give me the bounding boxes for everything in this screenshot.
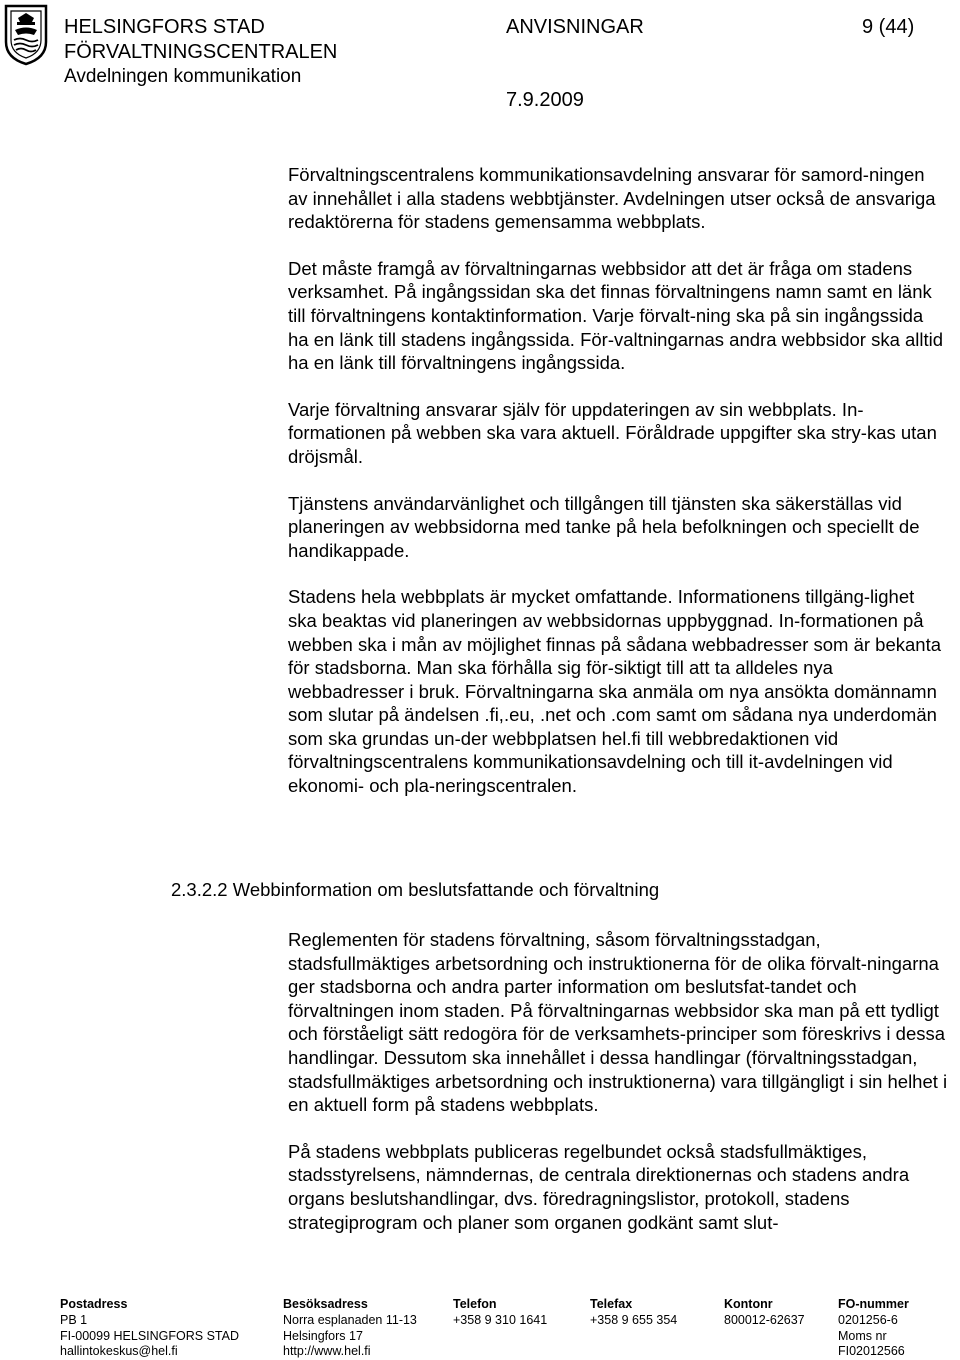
page-number: 9 (44)	[862, 16, 915, 38]
paragraph: Varje förvaltning ansvarar själv för uppdateringen av sin webbplats. In-formationen på webben ska vara aktuell. Föråldrade uppgifter ska stry-kas utan dröjsmål.	[288, 398, 937, 467]
footer-value: Helsingfors 17	[283, 1328, 363, 1343]
paragraph: På stadens webbplats publiceras regelbundet också stadsfullmäktiges, stadsstyrelsens, nämndernas, de centrala direktionernas och stadens andra organs beslutshandlingar, dvs. föredragningslistor, protokoll, stadens strategiprogram och planer som organen godkänt samt slut-	[288, 1140, 910, 1233]
footer-besoksadress	[283, 1297, 417, 1360]
footer-website-link[interactable]: http://www.hel.fi	[283, 1344, 371, 1359]
footer-value: +358 9 310 1641	[453, 1312, 548, 1327]
footer-email-link[interactable]: hallintokeskus@hel.fi	[60, 1344, 178, 1359]
footer-value: +358 9 655 354	[590, 1312, 678, 1327]
helsinki-crest-icon	[4, 4, 48, 66]
footer-label: Telefon	[453, 1297, 497, 1311]
footer-postadress	[60, 1297, 239, 1360]
paragraph: Stadens hela webbplats är mycket omfattande. Informationens tillgäng-lighet ska beaktas vid planeringen av webbsidornas uppbyggnad. In-formationen på webben ska i mån av möjlighet finnas på sådana webbadresser som är bekanta för stadsborna. Man ska förhålla sig för-siktigt till att ta alldeles nya webbadresser i bruk. Förvaltningarna ska anmäla om nya ansökta domännamn som slutar på ändelsen .fi,.eu, .net och .com samt om sådana nya underdomän som ska grundas un-der webbplatsen hel.fi till webbredaktionen vid förvaltningscentralens kommunikationsavdelning och till it-avdelningen vid ekonomi- och pla-neringscentralen.	[288, 586, 942, 797]
footer-value: 0201256-6	[838, 1312, 898, 1327]
footer-value: 800012-62637	[724, 1312, 805, 1327]
footer-label: Telefax	[590, 1297, 633, 1311]
footer-value: FI-00099 HELSINGFORS STAD	[60, 1328, 239, 1343]
footer-value: PB 1	[60, 1312, 88, 1327]
footer-telefon	[453, 1297, 547, 1329]
paragraph: Tjänstens användarvänlighet och tillgången till tjänsten ska säkerställas vid planeringen av webbsidorna med tanke på hela befolkningen och speciellt de handikappade.	[288, 492, 920, 561]
organization-name: HELSINGFORS STAD	[64, 16, 265, 38]
footer-label: Postadress	[60, 1297, 128, 1311]
document-type: ANVISNINGAR	[506, 16, 644, 38]
footer-value: FI02012566	[838, 1344, 905, 1359]
paragraph: Reglementen för stadens förvaltning, såsom förvaltningsstadgan, stadsfullmäktiges arbetsordning och instruktionerna för de olika förvalt-ningarna ger stadsborna och andra parter information om beslutsfat-tandet och förvaltningen inom staden. På förvaltningarnas webbsidor ska man på ett tydligt och förståeligt sätt redogöra för de verksamhets-principer som föreskrivs i dessa handlingar. Dessutom ska innehållet i dessa handlingar (förvaltningsstadgan, stadsfullmäktiges arbetsordning och instruktionerna) vara tillgängligt i sin helhet i en aktuell form på stadens webbplats.	[288, 929, 948, 1116]
paragraph: Det måste framgå av förvaltningarnas webbsidor att det är fråga om stadens verksamhet. På ingångssidan ska det finnas förvaltningens namn samt en länk till förvaltningens kontaktinformation. Varje förvalt-ning ska på sin ingångssida ha en länk till stadens ingångssida. För-valtningarnas andra webbsidor ska alltid ha en länk till förvaltningens ingångssida.	[288, 257, 944, 374]
footer-fo-nummer	[838, 1297, 909, 1360]
section-body	[288, 928, 948, 1257]
paragraph: Förvaltningscentralens kommunikationsavdelning ansvarar för samord-ningen av innehållet i alla stadens webbtjänster. Avdelningen utser också de ansvariga redaktörerna för stadens gemensamma webbplats.	[288, 164, 936, 233]
footer-label: Kontonr	[724, 1297, 773, 1311]
organization-unit: FÖRVALTNINGSCENTRALEN	[64, 41, 338, 63]
footer-telefax	[590, 1297, 677, 1329]
department-name: Avdelningen kommunikation	[64, 66, 302, 87]
footer-label: Besöksadress	[283, 1297, 368, 1311]
section-heading: 2.3.2.2 Webbinformation om beslutsfattande och förvaltning	[171, 879, 660, 900]
document-date: 7.9.2009	[506, 89, 584, 111]
footer-value: Norra esplanaden 11-13	[283, 1312, 417, 1327]
body-text	[288, 163, 948, 821]
footer-kontonr	[724, 1297, 805, 1329]
footer-label: FO-nummer	[838, 1297, 909, 1311]
footer-value: Moms nr	[838, 1328, 887, 1343]
